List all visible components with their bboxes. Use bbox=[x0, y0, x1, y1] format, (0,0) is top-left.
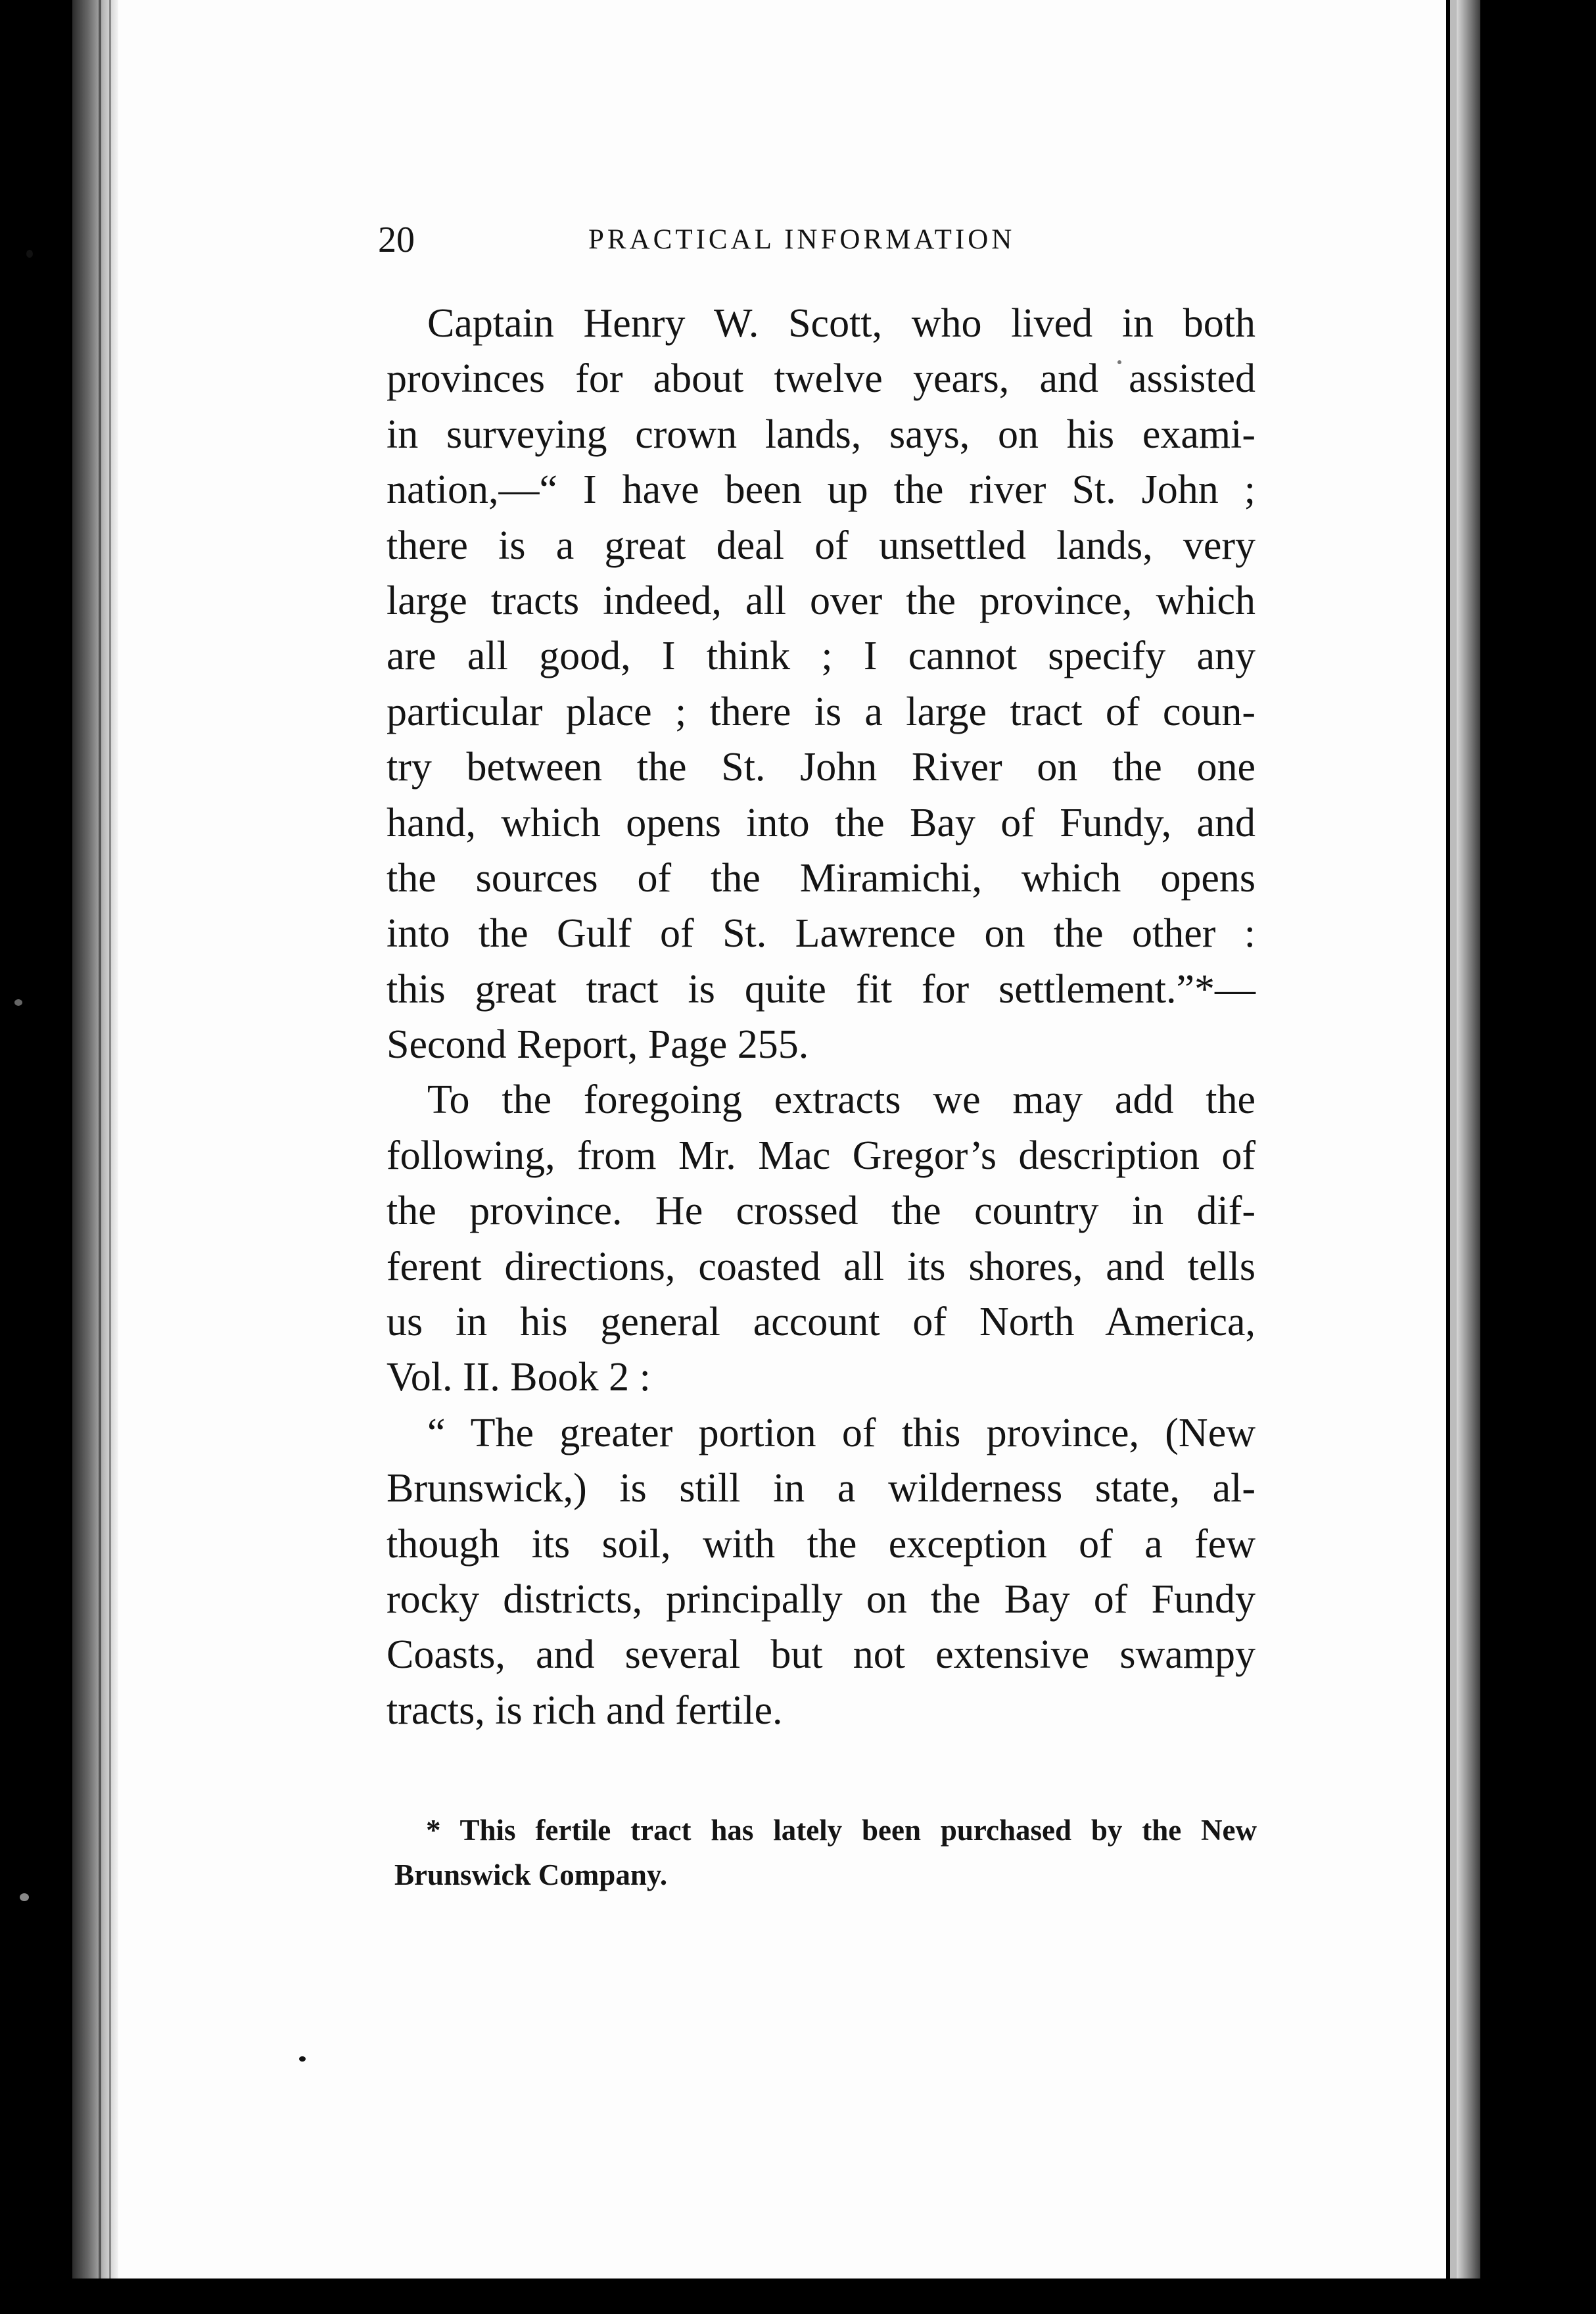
text-line: this great tract is quite fit for settlement.”*— bbox=[387, 966, 1256, 1012]
text-line: tracts, is rich and fertile. bbox=[387, 1688, 783, 1733]
scan-speck bbox=[26, 250, 33, 258]
text-line: in surveying crown lands, says, on his exami- bbox=[387, 412, 1256, 457]
running-head-title: PRACTICAL INFORMATION bbox=[588, 224, 1016, 255]
body-text bbox=[387, 296, 1256, 1738]
page-number: 20 bbox=[378, 220, 415, 260]
text-line: us in his general account of North America, bbox=[387, 1300, 1256, 1345]
text-line: provinces for about twelve years, and assisted bbox=[387, 356, 1256, 402]
text-line: the province. He crossed the country in dif- bbox=[387, 1189, 1256, 1234]
gutter-line bbox=[99, 0, 101, 2314]
text-line: though its soil, with the exception of a few bbox=[387, 1521, 1256, 1567]
text-line: Second Report, Page 255. bbox=[387, 1022, 809, 1068]
scan-speck bbox=[14, 999, 22, 1006]
text-line: into the Gulf of St. Lawrence on the other : bbox=[387, 911, 1256, 956]
text-line: hand, which opens into the Bay of Fundy, and bbox=[387, 800, 1256, 845]
text-line: ferent directions, coasted all its shores, and tells bbox=[387, 1244, 1256, 1289]
footnote bbox=[394, 1808, 1257, 1897]
text-line: Coasts, and several but not extensive swampy bbox=[387, 1632, 1256, 1678]
footnote-line: * This fertile tract has lately been purchased by the New bbox=[426, 1814, 1257, 1847]
text-line: nation,—“ I have been up the river St. John ; bbox=[387, 467, 1256, 513]
text-line: Brunswick,) is still in a wilderness state, al- bbox=[387, 1466, 1256, 1511]
page-edge-strip bbox=[1450, 0, 1457, 2314]
text-line: the sources of the Miramichi, which opens bbox=[387, 855, 1256, 901]
text-line: Captain Henry W. Scott, who lived in both bbox=[427, 301, 1256, 346]
text-line: Vol. II. Book 2 : bbox=[387, 1355, 651, 1400]
text-line: following, from Mr. Mac Gregor’s description of bbox=[387, 1133, 1256, 1178]
page-edge-strip bbox=[1457, 0, 1480, 2314]
text-line: To the foregoing extracts we may add the bbox=[427, 1077, 1256, 1123]
text-line: there is a great deal of unsettled lands, very bbox=[387, 523, 1256, 568]
text-line: try between the St. John River on the one bbox=[387, 745, 1256, 790]
running-head bbox=[378, 217, 1252, 263]
text-line: large tracts indeed, all over the province, which bbox=[387, 578, 1256, 623]
text-line: rocky districts, principally on the Bay of Fundy bbox=[387, 1576, 1256, 1622]
gutter-line bbox=[109, 0, 111, 2314]
right-page-edge bbox=[1446, 0, 1596, 2314]
footnote-line: Brunswick Company. bbox=[394, 1858, 668, 1891]
scan-speck bbox=[299, 2056, 306, 2062]
text-line: “ The greater portion of this province, (New bbox=[427, 1410, 1256, 1455]
bottom-page-edge bbox=[0, 2279, 1596, 2314]
scan-speck bbox=[20, 1893, 29, 1901]
binding-gutter bbox=[72, 0, 118, 2314]
text-line: particular place ; there is a large tract of coun- bbox=[387, 689, 1256, 734]
text-line: are all good, I think ; I cannot specify any bbox=[387, 634, 1256, 679]
